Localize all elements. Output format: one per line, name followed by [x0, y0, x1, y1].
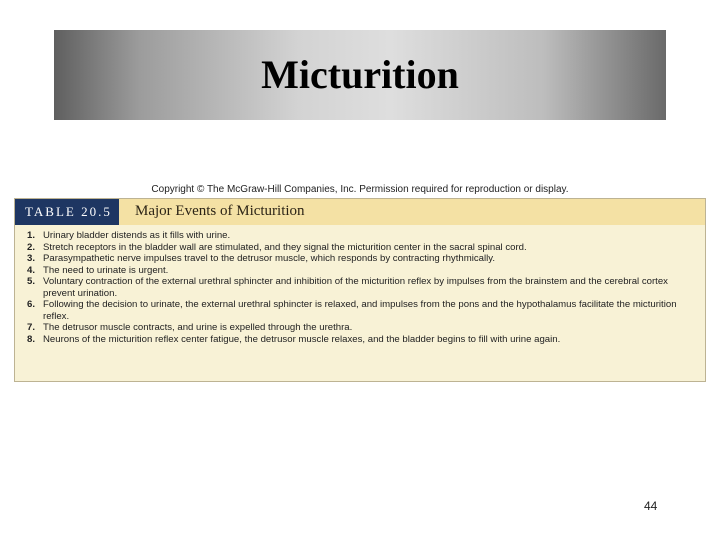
list-item: [27, 265, 699, 277]
item-number: 4.: [27, 264, 36, 276]
item-number: 2.: [27, 241, 36, 253]
slide-title: Micturition: [261, 52, 459, 97]
item-number: 8.: [27, 333, 36, 345]
item-number: 3.: [27, 253, 36, 264]
list-item: [27, 242, 699, 254]
title-banner: [54, 30, 666, 120]
item-number: 6.: [27, 299, 36, 310]
item-text: The need to urinate is urgent.: [43, 264, 169, 276]
list-item: [27, 230, 699, 242]
event-list: [27, 230, 699, 345]
item-text: Urinary bladder distends as it fills with urine.: [43, 230, 231, 241]
item-text: Stretch receptors in the bladder wall are stimulated, and they signal the micturition center in the sacral spinal cord.: [43, 241, 527, 253]
item-text: Neurons of the micturition reflex center fatigue, the detrusor muscle relaxes, and the bladder begins to fill with urine again.: [43, 333, 561, 345]
item-text: Voluntary contraction of the external urethral sphincter and inhibition of the micturition reflex by impulses from the brainstem and the cerebral cortex prevent urination.: [43, 276, 668, 299]
item-text: The detrusor muscle contracts, and urine is expelled through the urethra.: [43, 322, 353, 333]
copyright-notice: Copyright © The McGraw-Hill Companies, Inc. Permission required for reproduction or display.: [151, 184, 569, 195]
table-number: TABLE 20.5: [25, 204, 112, 219]
list-item: [27, 276, 699, 299]
item-number: 5.: [27, 276, 36, 287]
list-item: [27, 322, 699, 334]
table-header: [15, 199, 705, 225]
item-text: Parasympathetic nerve impulses travel to the detrusor muscle, which responds by contracting rhythmically.: [43, 253, 495, 264]
page-number: 44: [644, 499, 658, 513]
list-item: [27, 334, 699, 346]
events-table: [14, 198, 706, 382]
list-item: [27, 253, 699, 265]
item-number: 7.: [27, 322, 36, 333]
item-text: Following the decision to urinate, the external urethral sphincter is relaxed, and impulses from the pons and the hypothalamus facilitate the micturition reflex.: [43, 299, 677, 322]
table-number-tag: [15, 199, 119, 225]
table-caption: Major Events of Micturition: [135, 203, 305, 219]
list-item: [27, 299, 699, 322]
item-number: 1.: [27, 230, 36, 241]
